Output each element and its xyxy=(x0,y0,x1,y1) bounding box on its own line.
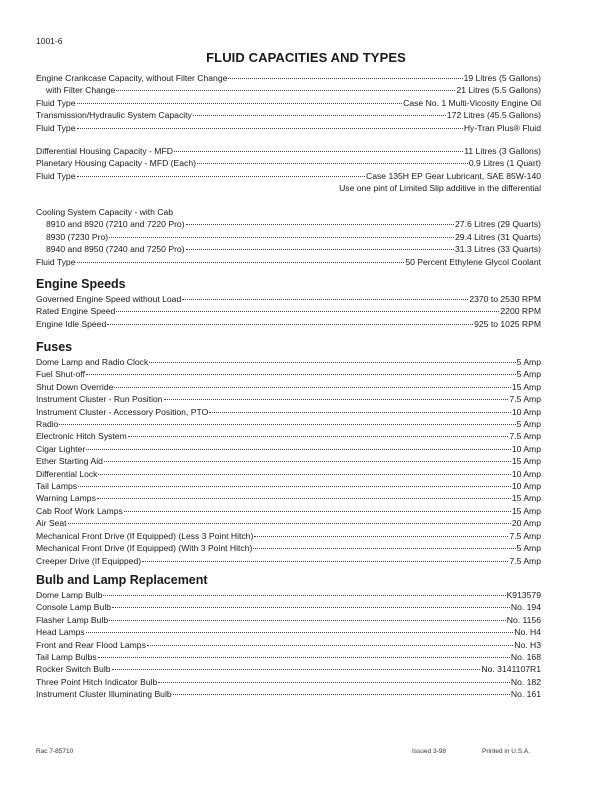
spec-value: 27.6 Litres (29 Quarts) xyxy=(455,219,541,230)
spec-label: Mechanical Front Drive (If Equipped) (With 3 Point Hitch) xyxy=(36,543,253,554)
dot-leader xyxy=(174,151,463,152)
spec-label: Head Lamps xyxy=(36,627,85,638)
spec-row xyxy=(36,393,541,405)
dot-leader xyxy=(116,311,499,312)
spec-value: 5 Amp xyxy=(516,357,541,367)
spec-row xyxy=(36,84,541,96)
spec-row xyxy=(36,676,541,688)
spec-row xyxy=(36,480,541,492)
spec-label: Air Seat xyxy=(36,518,67,529)
spec-row xyxy=(36,231,541,243)
dot-leader xyxy=(142,561,508,562)
spec-label: Governed Engine Speed without Load xyxy=(36,294,182,304)
section-heading: Fuses xyxy=(36,340,73,354)
spec-label: Differential Housing Capacity - MFD xyxy=(36,146,173,156)
spec-value: Case 135H EP Gear Lubricant, SAE 85W-140 xyxy=(366,170,541,181)
spec-row xyxy=(36,318,541,330)
dot-leader xyxy=(78,486,511,487)
spec-label: Transmission/Hydraulic System Capacity xyxy=(36,110,192,121)
spec-label: Cigar Lighter xyxy=(36,443,86,454)
spec-row xyxy=(36,256,541,268)
spec-label: Shut Down Override xyxy=(36,381,114,392)
spec-label: Front and Rear Flood Lamps xyxy=(36,639,146,650)
spec-row xyxy=(36,145,541,157)
spec-value: 15 Amp xyxy=(511,456,541,467)
dot-leader xyxy=(68,523,511,524)
dot-leader xyxy=(193,115,446,116)
spec-label: Dome Lamp and Radio Clock xyxy=(36,357,149,367)
dot-leader xyxy=(98,657,510,658)
spec-value: 925 to 1025 RPM xyxy=(474,318,541,329)
dot-leader xyxy=(98,474,510,475)
spec-value: 11 Litres (3 Gallons) xyxy=(464,146,541,156)
spec-row xyxy=(36,356,541,368)
spec-row xyxy=(36,651,541,663)
spec-value: No. H4 xyxy=(514,627,541,638)
dot-leader xyxy=(112,607,510,608)
spec-label: Fluid Type xyxy=(36,170,76,181)
spec-value: 10 Amp xyxy=(511,406,541,417)
footer-doc-number: Rac 7-85710 xyxy=(36,748,74,755)
fuses-list xyxy=(36,356,541,567)
spec-label: Rocker Switch Bulb xyxy=(36,664,111,675)
spec-value: No. 194 xyxy=(510,602,541,613)
dot-leader xyxy=(147,645,513,646)
spec-value: 10 Amp xyxy=(511,443,541,454)
dot-leader xyxy=(77,103,403,104)
spec-value: 21 Litres (5.5 Gallons) xyxy=(456,85,541,96)
dot-leader xyxy=(86,632,514,633)
dot-leader xyxy=(173,694,510,695)
spec-row xyxy=(36,639,541,651)
spec-value: 20 Amp xyxy=(511,518,541,529)
dot-leader xyxy=(186,249,454,250)
spec-value: 15 Amp xyxy=(511,493,541,504)
spec-value: 172 Litres (45.5 Gallons) xyxy=(446,110,541,121)
spec-label: Console Lamp Bulb xyxy=(36,602,112,613)
spec-value: 10 Amp xyxy=(511,468,541,479)
spec-row xyxy=(36,492,541,504)
spec-row xyxy=(36,614,541,626)
dot-leader xyxy=(59,424,515,425)
cooling-list xyxy=(36,218,541,268)
differential-list xyxy=(36,145,541,182)
spec-value: 5 Amp xyxy=(516,543,541,554)
bulbs-section xyxy=(36,573,541,701)
footer-printed: Printed in U.S.A. xyxy=(482,748,531,755)
differential-note xyxy=(36,182,541,194)
dot-leader xyxy=(86,449,511,450)
dot-leader xyxy=(114,387,510,388)
spec-row xyxy=(36,443,541,455)
dot-leader xyxy=(103,595,505,596)
spec-row xyxy=(36,97,541,109)
spec-label: 8910 and 8920 (7210 and 7220 Pro) xyxy=(46,219,185,230)
dot-leader xyxy=(164,399,509,400)
differential-section xyxy=(36,145,541,195)
spec-label: Fluid Type xyxy=(36,122,76,133)
spec-value: 7.5 Amp xyxy=(509,431,541,442)
spec-label: Fuel Shut-off xyxy=(36,369,86,380)
spec-row xyxy=(36,455,541,467)
spec-value: 15 Amp xyxy=(511,505,541,516)
spec-row xyxy=(36,542,541,554)
spec-row xyxy=(36,218,541,230)
spec-row xyxy=(36,381,541,393)
spec-row xyxy=(36,157,541,169)
spec-row xyxy=(36,601,541,613)
spec-value: No. 168 xyxy=(510,652,541,663)
spec-value: 2370 to 2530 RPM xyxy=(469,294,541,304)
spec-label: Planetary Housing Capacity - MFD (Each) xyxy=(36,158,196,169)
section-heading: Engine Speeds xyxy=(36,277,126,291)
spec-row xyxy=(36,468,541,480)
spec-label: Flasher Lamp Bulb xyxy=(36,614,109,625)
dot-leader xyxy=(124,511,511,512)
cooling-header: Cooling System Capacity - with Cab xyxy=(36,207,174,217)
dot-leader xyxy=(77,176,366,177)
spec-label: Ether Starting Aid xyxy=(36,456,103,467)
dot-leader xyxy=(97,498,511,499)
spec-value: 50 Percent Ethylene Glycol Coolant xyxy=(405,256,541,267)
spec-label: Instrument Cluster - Accessory Position, PTO xyxy=(36,406,209,417)
section-heading: Bulb and Lamp Replacement xyxy=(36,573,208,587)
spec-row xyxy=(36,555,541,567)
spec-label: Dome Lamp Bulb xyxy=(36,590,103,600)
dot-leader xyxy=(107,324,473,325)
engine-speeds-section xyxy=(36,277,541,330)
spec-value: No. 161 xyxy=(510,689,541,700)
spec-row xyxy=(36,293,541,305)
spec-label: 8940 and 8950 (7240 and 7250 Pro) xyxy=(46,244,185,255)
spec-label: Rated Engine Speed xyxy=(36,306,116,317)
spec-value: 5 Amp xyxy=(516,369,541,380)
spec-row xyxy=(36,368,541,380)
spec-value: 19 Litres (5 Gallons) xyxy=(463,73,541,83)
spec-value: K913579 xyxy=(506,590,541,600)
spec-label: Instrument Cluster Illuminating Bulb xyxy=(36,689,172,700)
spec-row xyxy=(36,72,541,84)
spec-label: Differential Lock xyxy=(36,468,98,479)
dot-leader xyxy=(182,299,468,300)
spec-label: Instrument Cluster - Run Position xyxy=(36,394,163,405)
spec-row xyxy=(36,688,541,700)
spec-row xyxy=(36,418,541,430)
spec-value: No. H3 xyxy=(514,639,541,650)
spec-label: Fluid Type xyxy=(36,97,76,108)
spec-row xyxy=(36,122,541,134)
spec-value: 7.5 Amp xyxy=(509,530,541,541)
spec-value: 29.4 Litres (31 Quarts) xyxy=(455,231,541,242)
dot-leader xyxy=(254,536,508,537)
spec-value: 2200 RPM xyxy=(500,306,541,317)
spec-value: 31.3 Litres (33 Quarts) xyxy=(455,244,541,255)
dot-leader xyxy=(116,90,455,91)
dot-leader xyxy=(158,682,510,683)
page-title: FLUID CAPACITIES AND TYPES xyxy=(206,50,406,65)
dot-leader xyxy=(149,362,515,363)
page-number: 1001-6 xyxy=(36,36,63,46)
spec-value: Case No. 1 Multi-Vicosity Engine Oil xyxy=(403,97,541,108)
dot-leader xyxy=(77,262,405,263)
spec-row xyxy=(36,517,541,529)
spec-row xyxy=(36,170,541,182)
dot-leader xyxy=(128,436,509,437)
dot-leader xyxy=(104,461,511,462)
spec-row xyxy=(36,430,541,442)
bulbs-list xyxy=(36,589,541,701)
dot-leader xyxy=(209,412,511,413)
spec-value: 7.5 Amp xyxy=(509,394,541,405)
spec-row xyxy=(36,243,541,255)
dot-leader xyxy=(112,669,481,670)
spec-value: No. 3141107R1 xyxy=(481,664,541,675)
spec-row xyxy=(36,530,541,542)
spec-row xyxy=(36,406,541,418)
dot-leader xyxy=(228,78,462,79)
note-text: Use one pint of Limited Slip additive in the differential xyxy=(339,183,541,194)
dot-leader xyxy=(109,237,454,238)
spec-row xyxy=(36,305,541,317)
spec-label: Tail Lamps xyxy=(36,481,78,492)
spec-value: 5 Amp xyxy=(516,419,541,430)
engine-fluids-section xyxy=(36,72,541,134)
spec-row xyxy=(36,505,541,517)
spec-label: Cab Roof Work Lamps xyxy=(36,505,123,516)
spec-label: Warning Lamps xyxy=(36,493,96,504)
spec-value: 10 Amp xyxy=(511,481,541,492)
dot-leader xyxy=(86,374,516,375)
spec-label: 8930 (7230 Pro) xyxy=(46,231,109,242)
spec-label: Three Point Hitch Indicator Bulb xyxy=(36,676,158,687)
spec-label: Radio xyxy=(36,419,59,430)
dot-leader xyxy=(186,224,454,225)
spec-value: No. 1156 xyxy=(506,614,541,625)
cooling-section xyxy=(36,206,541,268)
fuses-section xyxy=(36,340,541,567)
spec-label: Tail Lamp Bulbs xyxy=(36,652,97,663)
spec-label: Engine Crankcase Capacity, without Filter Change xyxy=(36,73,228,83)
spec-label: with Filter Change xyxy=(46,85,116,96)
footer-issued: Issued 3-98 xyxy=(412,748,446,755)
spec-row xyxy=(36,109,541,121)
spec-value: Hy-Tran Plus® Fluid xyxy=(463,122,541,133)
spec-value: 0.9 Litres (1 Quart) xyxy=(468,158,541,169)
spec-row xyxy=(36,589,541,601)
spec-row xyxy=(36,626,541,638)
dot-leader xyxy=(197,163,468,164)
spec-label: Engine Idle Speed xyxy=(36,318,107,329)
spec-row xyxy=(36,663,541,675)
spec-label: Mechanical Front Drive (If Equipped) (Less 3 Point Hitch) xyxy=(36,530,254,541)
spec-value: No. 182 xyxy=(510,676,541,687)
spec-label: Creeper Drive (If Equipped) xyxy=(36,555,142,566)
dot-leader xyxy=(109,620,506,621)
spec-label: Fluid Type xyxy=(36,256,76,267)
spec-value: 7.5 Amp xyxy=(509,555,541,566)
spec-label: Electronic Hitch System xyxy=(36,431,127,442)
dot-leader xyxy=(77,128,463,129)
dot-leader xyxy=(253,548,515,549)
spec-value: 15 Amp xyxy=(511,381,541,392)
engine-speeds-list xyxy=(36,293,541,330)
